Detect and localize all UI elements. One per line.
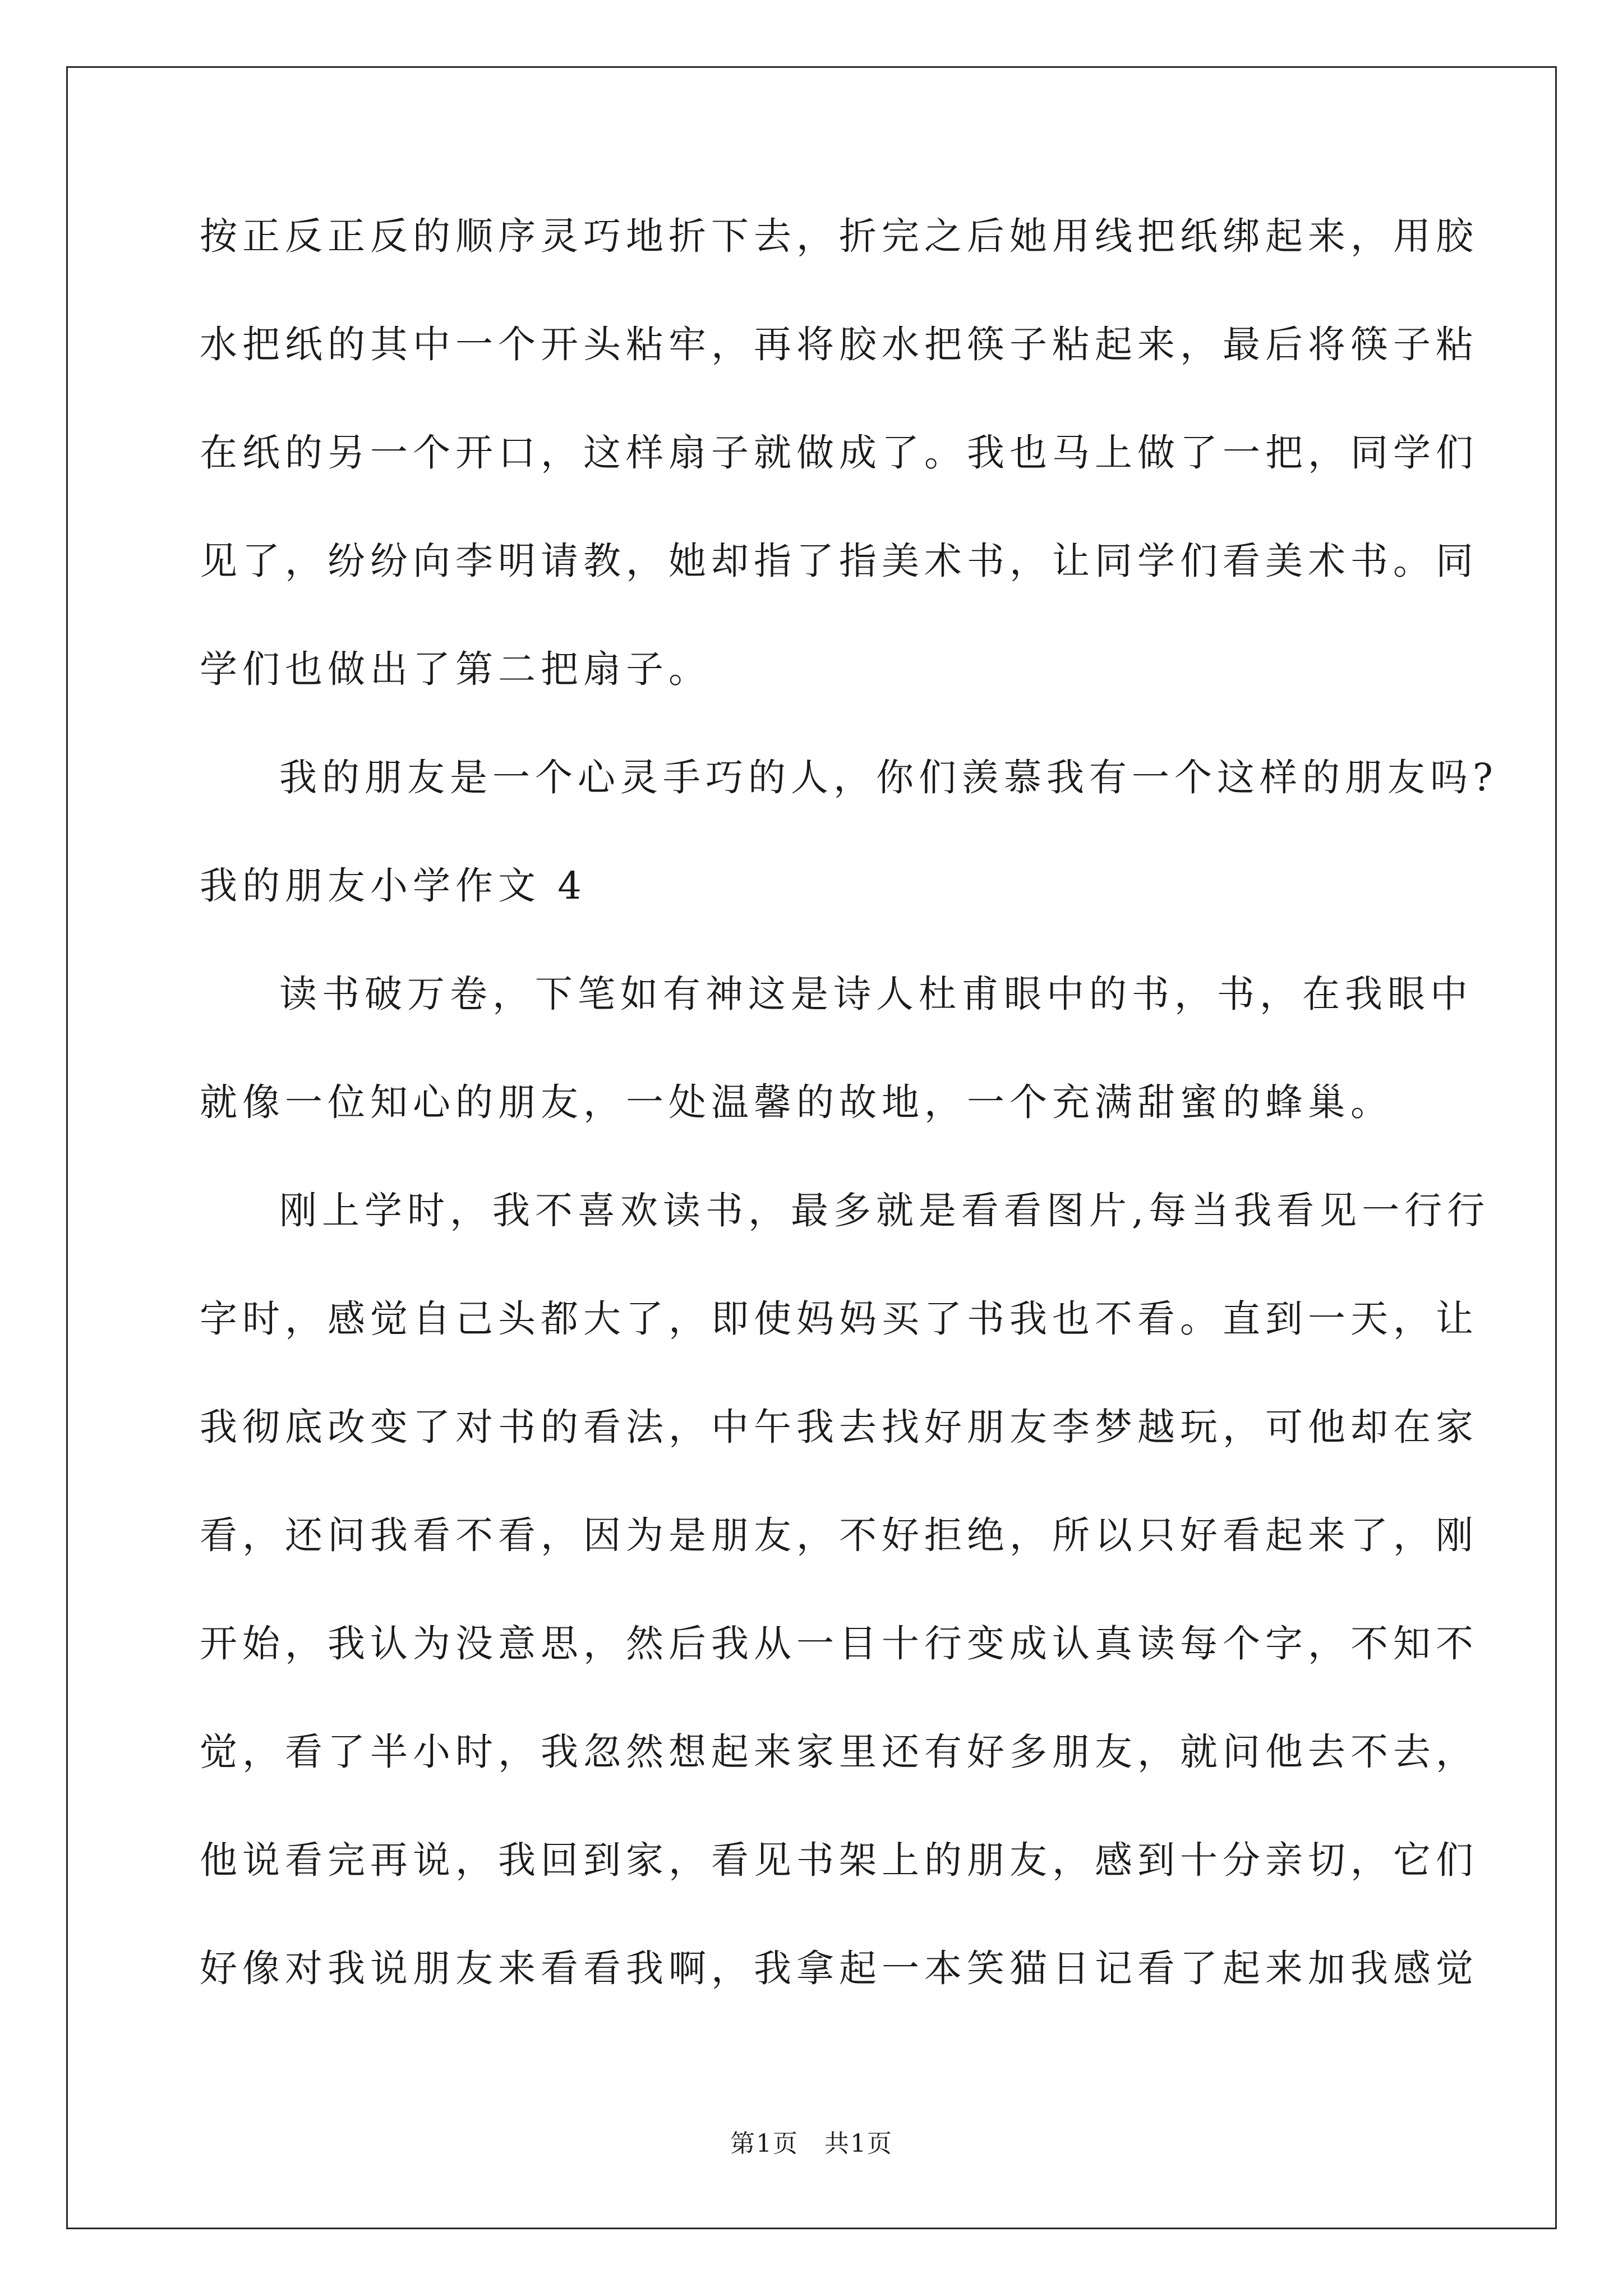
- text-line: 学们也做出了第二把扇子。: [200, 647, 711, 691]
- document-body: [200, 214, 1498, 2058]
- text-line: 我彻底改变了对书的看法，中午我去找好朋友李梦越玩，可他却在家: [200, 1405, 1478, 1449]
- paragraph-first-line: 刚上学时，我不喜欢读书，最多就是看看图片,每当我看见一行行: [279, 1189, 1490, 1232]
- text-line: 开始，我认为没意思，然后我从一目十行变成认真读每个字，不知不: [200, 1622, 1478, 1665]
- text-line: 水把纸的其中一个开头粘牢，再将胶水把筷子粘起来，最后将筷子粘: [200, 323, 1478, 366]
- text-line: 字时，感觉自己头都大了，即使妈妈买了书我也不看。直到一天，让: [200, 1297, 1478, 1341]
- page-footer: 第1页 共1页: [730, 2129, 893, 2158]
- text-line: 他说看完再说，我回到家，看见书架上的朋友，感到十分亲切，它们: [200, 1838, 1478, 1882]
- text-line: 觉，看了半小时，我忽然想起来家里还有好多朋友，就问他去不去，: [200, 1730, 1478, 1774]
- paragraph-first-line: 读书破万卷，下笔如有神这是诗人杜甫眼中的书，书，在我眼中: [279, 972, 1473, 1016]
- text-line: 看，还问我看不看，因为是朋友，不好拒绝，所以只好看起来了，刚: [200, 1513, 1478, 1557]
- text-line: 按正反正反的顺序灵巧地折下去，折完之后她用线把纸绑起来，用胶: [200, 214, 1478, 258]
- text-line: 在纸的另一个开口，这样扇子就做成了。我也马上做了一把，同学们: [200, 431, 1478, 475]
- text-line: 见了，纷纷向李明请教，她却指了指美术书，让同学们看美术书。同: [200, 539, 1478, 583]
- text-line: 就像一位知心的朋友，一处温馨的故地，一个充满甜蜜的蜂巢。: [200, 1080, 1393, 1124]
- section-heading: 我的朋友小学作文 4: [200, 864, 587, 908]
- text-line: 好像对我说朋友来看看我啊，我拿起一本笑猫日记看了起来加我感觉: [200, 1947, 1478, 1990]
- paragraph-first-line: 我的朋友是一个心灵手巧的人，你们羡慕我有一个这样的朋友吗?: [279, 756, 1498, 799]
